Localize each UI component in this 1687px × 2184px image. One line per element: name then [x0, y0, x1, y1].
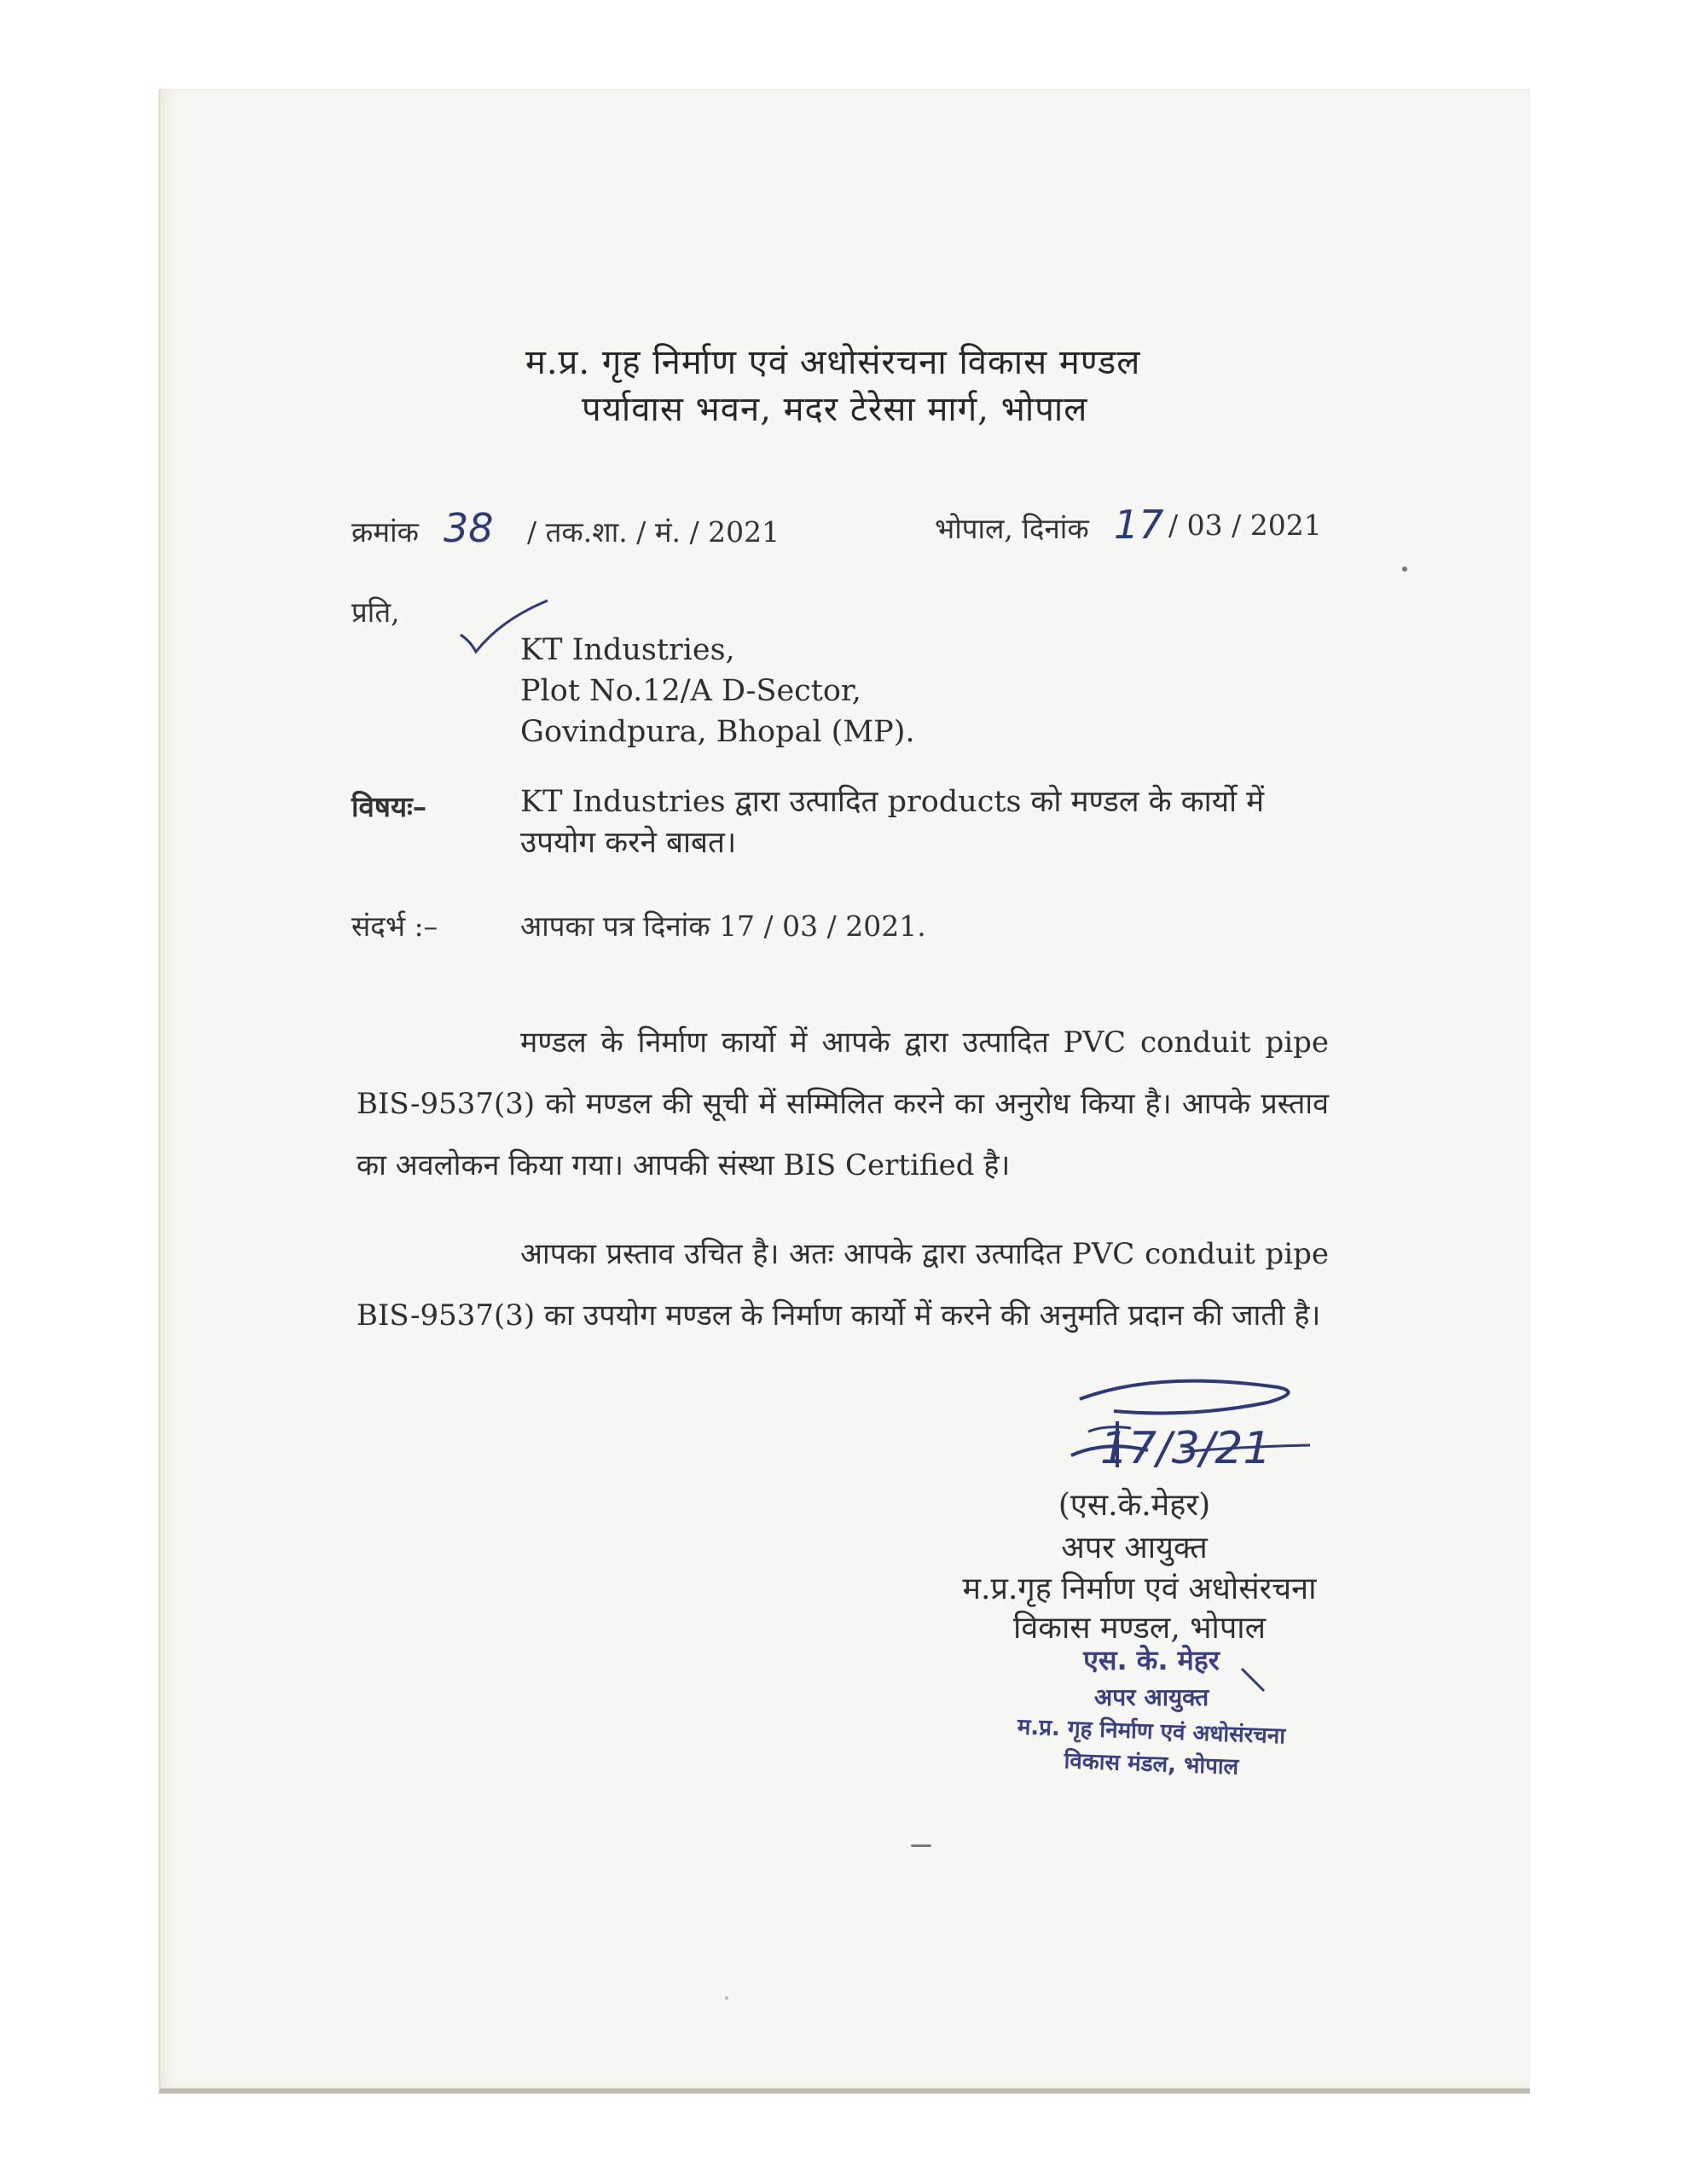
kramank-number: 38	[443, 505, 494, 551]
kramank-label: क्रमांक	[351, 515, 419, 549]
subject-line-2: उपयोग करने बाबत।	[520, 826, 737, 860]
paper-speck	[911, 1844, 931, 1847]
stamp-org-line-1: म.प्र. गृह निर्माण एवं अधोसंरचना	[1017, 1714, 1286, 1750]
stamp-designation: अपर आयुक्त	[1093, 1683, 1209, 1711]
signatory-designation: अपर आयुक्त	[1061, 1531, 1208, 1565]
date-day: 17	[1114, 502, 1164, 548]
reference-label: संदर्भ :–	[351, 909, 438, 943]
date-rest: / 03 / 2021	[1168, 508, 1322, 542]
subject-label: विषयः–	[351, 790, 427, 823]
kramank-suffix: / तक.शा. / मं. / 2021	[527, 515, 780, 549]
prati-label: प्रति,	[351, 595, 400, 629]
stamp-org-line-2: विकास मंडल, भोपाल	[1064, 1748, 1239, 1780]
stamp-tick-mark	[1238, 1665, 1272, 1699]
subject-line-1: KT Industries द्वारा उत्पादित products को मण्डल के कार्यो में	[520, 785, 1265, 819]
signatory-org-line-2: विकास मण्डल, भोपाल	[1012, 1611, 1267, 1646]
signature-date: 17/3/21	[1100, 1423, 1272, 1474]
recipient-line-2: Plot No.12/A D-Sector,	[520, 674, 861, 708]
paper-speck	[725, 1996, 728, 2000]
body-paragraph-1: मण्डल के निर्माण कार्यो में आपके द्वारा उत्पादित PVC conduit pipe BIS-9537(3) को मण्डल की सूची में सम्मिलित करने का अनुरोध किया है। आपके प्रस्ताव का अवलोकन किया गया। आपकी संस्था BIS Certified है।	[357, 1025, 1329, 1182]
header-line-2: पर्यावास भवन, मदर टेरेसा मार्ग, भोपाल	[582, 390, 1088, 429]
reference-text: आपका पत्र दिनांक 17 / 03 / 2021.	[520, 909, 926, 943]
header-line-1: म.प्र. गृह निर्माण एवं अधोसंरचना विकास मण्डल	[525, 343, 1141, 382]
place-date-label: भोपाल, दिनांक	[935, 512, 1089, 545]
body-paragraph-2: आपका प्रस्ताव उचित है। अतः आपके द्वारा उत्पादित PVC conduit pipe BIS-9537(3) का उपयोग मण्डल के निर्माण कार्यो में करने की अनुमति प्रदान की जाती है।	[357, 1237, 1329, 1333]
signatory-org-line-1: म.प्र.गृह निर्माण एवं अधोसंरचना	[962, 1571, 1317, 1606]
recipient-line-1: KT Industries,	[520, 633, 735, 667]
stamp-name: एस. के. मेहर	[1083, 1644, 1220, 1676]
paper-speck	[1402, 566, 1407, 572]
signatory-name: (एस.के.मेहर)	[1058, 1488, 1211, 1523]
recipient-line-3: Govindpura, Bhopal (MP).	[520, 715, 915, 749]
